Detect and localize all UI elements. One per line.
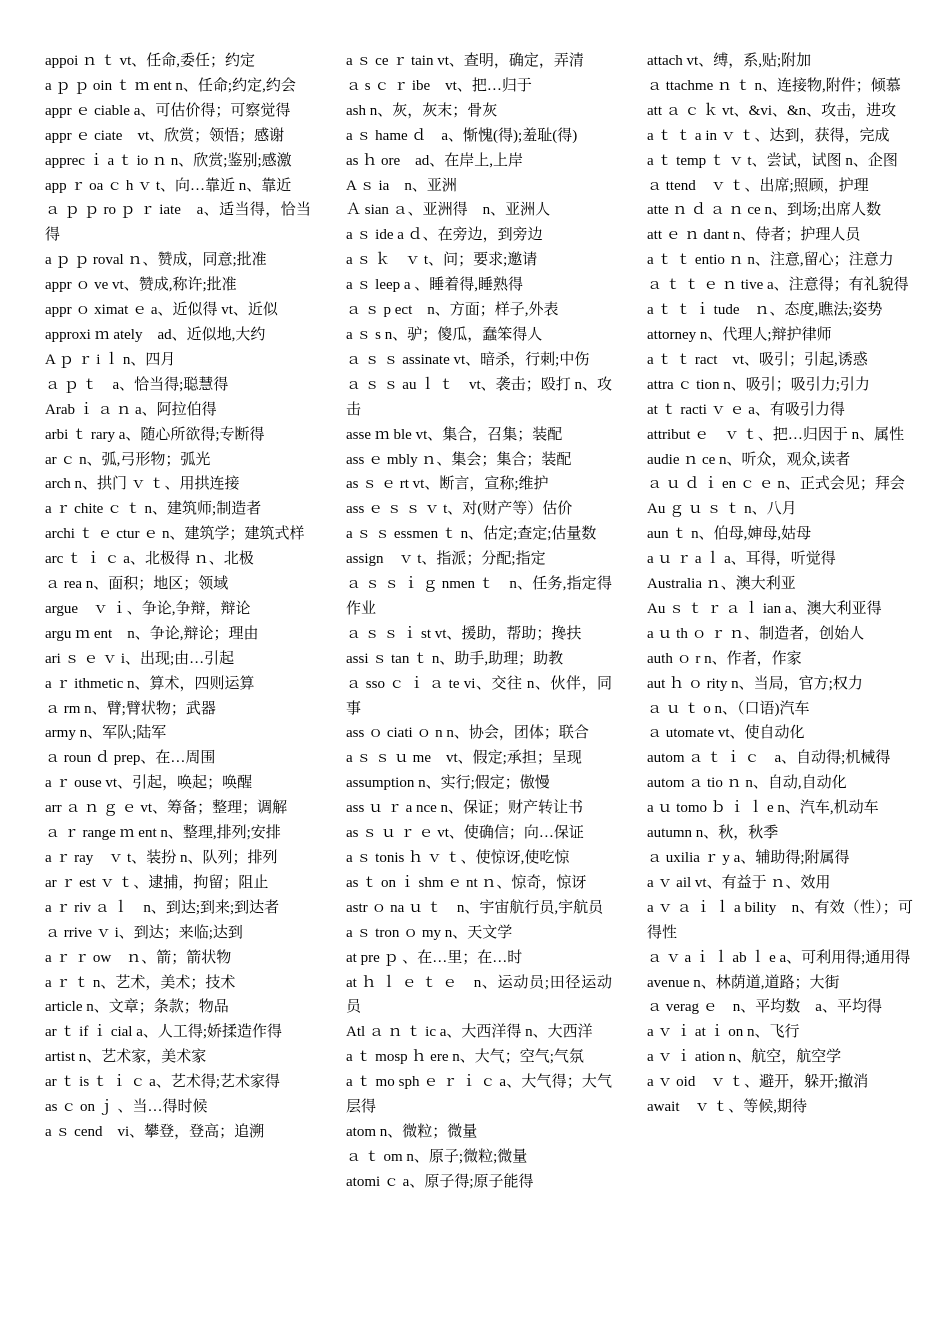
vocabulary-entry: a ｖ ｉ at ｉ on n、飞行 — [647, 1024, 800, 1041]
vocabulary-entry: ａ sso ｃ ｉ ａ te vi、交往 n、伙伴，同事 — [346, 675, 612, 717]
vocabulary-entry: A ｐ ｒ i ｌ n、四月 — [45, 351, 176, 368]
vocabulary-entry: ass ｅ mbly ｎ、集会；集合；装配 — [346, 451, 572, 468]
vocabulary-entry: ａ ｓ ｓ assinate vt、暗杀，行刺;中伤 — [346, 351, 590, 368]
vocabulary-entry: Ａ sian ａ、亚洲得 n、亚洲人 — [346, 202, 551, 219]
vocabulary-entry: ａ s ｃ ｒ ibe vt、把…归于 — [346, 77, 532, 94]
vocabulary-entry: a ｒ ithmetic n、算术，四则运算 — [45, 675, 255, 692]
vocabulary-entry: asse ｍ ble vt、集合，召集；装配 — [346, 426, 563, 443]
vocabulary-entry: ar ｔ is ｔ ｉ ｃ a、艺术得;艺术家得 — [45, 1074, 280, 1091]
vocabulary-entry: Au ｓ ｔ ｒ ａ ｌ ian a、澳大利亚得 — [647, 600, 882, 617]
vocabulary-entry: A ｓ ia n、亚洲 — [346, 177, 457, 194]
vocabulary-entry: ar ｔ if ｉ cial a、人工得;娇揉造作得 — [45, 1024, 283, 1041]
vocabulary-column-2 — [346, 49, 612, 1195]
vocabulary-entry: a ｕ tomo ｂ ｉ ｌ e n、汽车,机动车 — [647, 800, 879, 817]
vocabulary-entry: artist n、艺术家，美术家 — [45, 1049, 207, 1066]
vocabulary-entry: a ｖ ａ ｉ ｌ a bility n、有效（性）；可得性 — [647, 899, 913, 941]
vocabulary-entry: ａ ｐ ｐ ro ｐ ｒ iate a、适当得，恰当得 — [45, 202, 311, 244]
vocabulary-entry: ａ ｓ ｓ au ｌ ｔ vt、袭击；殴打 n、攻击 — [346, 376, 612, 418]
vocabulary-entry: ａ roun ｄ prep、在…周围 — [45, 750, 216, 767]
vocabulary-entry: army n、军队;陆军 — [45, 725, 167, 742]
vocabulary-entry: app ｒ oa ｃ h ｖ t、向…靠近 n、靠近 — [45, 177, 292, 194]
vocabulary-entry: a ｒ ouse vt、引起，唤起；唤醒 — [45, 775, 253, 792]
vocabulary-entry: a ｓ cend vi、攀登，登高；追溯 — [45, 1123, 265, 1140]
vocabulary-entry: attribut ｅ ｖ ｔ、把…归因于 n、属性 — [647, 426, 905, 443]
vocabulary-entry: ar ｃ n、弧,弓形物；弧光 — [45, 451, 211, 468]
vocabulary-entry: a ｒ ｒ ow ｎ、箭；箭状物 — [45, 949, 232, 966]
vocabulary-entry: ari ｓ ｅ ｖ i、出现;由…引起 — [45, 650, 235, 667]
vocabulary-entry: appoi ｎ ｔ vt、任命,委任；约定 — [45, 53, 255, 69]
vocabulary-entry: a ｖ ail vt、有益于 ｎ、效用 — [647, 874, 831, 891]
vocabulary-entry: a ｓ hame ｄ a、惭愧(得);羞耻(得) — [346, 127, 578, 144]
vocabulary-entry: arc ｔ ｉ ｃ a、北极得 ｎ、北极 — [45, 551, 254, 568]
vocabulary-entry: approxi ｍ ately ad、近似地,大约 — [45, 326, 266, 343]
vocabulary-entry: arbi ｔ rary a、随心所欲得;专断得 — [45, 426, 265, 443]
vocabulary-entry: a ｐ ｐ roval ｎ、赞成，同意;批准 — [45, 252, 267, 269]
vocabulary-entry: ａ rrive ｖ i、到达；来临;达到 — [45, 924, 243, 941]
vocabulary-entry: ａ ｕ ｄ ｉ en ｃ ｅ n、正式会见；拜会 — [647, 476, 905, 493]
vocabulary-entry: appr ｅ ciable a、可估价得；可察觉得 — [45, 102, 291, 119]
vocabulary-entry: a ｖ oid ｖ ｔ、避开，躲开;撤消 — [647, 1074, 869, 1091]
vocabulary-entry: attorney n、代理人;辩护律师 — [647, 326, 832, 343]
vocabulary-entry: a ｒ ｔ n、艺术，美术；技术 — [45, 974, 236, 991]
vocabulary-entry: apprec ｉ a ｔ io ｎ n、欣赏;鉴别;感激 — [45, 152, 292, 169]
vocabulary-entry: ａ ｕ ｔ o n、（口语)汽车 — [647, 700, 810, 717]
vocabulary-entry: ass ｏ ciati ｏ n n、协会，团体；联合 — [346, 725, 589, 742]
vocabulary-entry: a ｔ ｔ entio ｎ n、注意,留心；注意力 — [647, 252, 894, 269]
vocabulary-entry: Au ｇ ｕ ｓ ｔ n、八月 — [647, 501, 797, 518]
vocabulary-entry: att ｅ ｎ dant n、侍者；护理人员 — [647, 227, 861, 244]
vocabulary-entry: appr ｅ ciate vt、欣赏；领悟；感谢 — [45, 127, 285, 144]
vocabulary-entry: a ｖ ｉ ation n、航空，航空学 — [647, 1049, 842, 1066]
vocabulary-entry: ａ ｔ om n、原子;微粒;微量 — [346, 1148, 528, 1165]
vocabulary-entry: argu ｍ ent n、争论,辩论；理由 — [45, 625, 259, 642]
vocabulary-entry: assign ｖ t、指派；分配;指定 — [346, 551, 546, 568]
vocabulary-entry: as ｔ on ｉ shm ｅ nt ｎ、惊奇，惊讶 — [346, 874, 587, 891]
vocabulary-entry: auth ｏ r n、作者，作家 — [647, 650, 802, 667]
vocabulary-entry: audie ｎ ce n、听众，观众,读者 — [647, 451, 851, 468]
vocabulary-entry: arch n、拱门 ｖ ｔ、用拱连接 — [45, 476, 240, 493]
vocabulary-entry: ass ｕ ｒ a nce n、保证；财产转让书 — [346, 800, 584, 817]
vocabulary-entry: a ｔ mo sph ｅ ｒ ｉ ｃ a、大气得；大气层得 — [346, 1074, 612, 1116]
vocabulary-entry: a ｔ temp ｔ ｖ t、尝试，试图 n、企图 — [647, 152, 898, 169]
vocabulary-entry: a ｕ ｒ a ｌ a、耳得，听觉得 — [647, 551, 836, 568]
vocabulary-entry: ash n、灰，灰末；骨灰 — [346, 102, 498, 119]
vocabulary-entry: ａ ｔ ｔ ｅ ｎ tive a、注意得；有礼貌得 — [647, 277, 909, 294]
vocabulary-entry: a ｓ ｋ ｖ t、问；要求;邀请 — [346, 252, 538, 269]
vocabulary-entry: Atl ａ ｎ ｔ ic a、大西洋得 n、大西洋 — [346, 1024, 593, 1041]
vocabulary-entry: as ｃ on ｊ 、当…得时候 — [45, 1099, 208, 1116]
vocabulary-entry: as ｈ ore ad、在岸上,上岸 — [346, 152, 524, 169]
vocabulary-entry: at ｈ ｌ ｅ ｔ ｅ n、运动员;田径运动员 — [346, 974, 612, 1016]
vocabulary-entry: ａ ｓ p ect n、方面；样子,外表 — [346, 302, 559, 319]
vocabulary-entry: archi ｔ ｅ ctur ｅ n、建筑学；建筑式样 — [45, 526, 305, 543]
vocabulary-entry: a ｓ ce ｒ tain vt、查明，确定，弄清 — [346, 53, 584, 69]
vocabulary-entry: as ｓ ｅ rt vt、断言，宣称;维护 — [346, 476, 549, 493]
vocabulary-entry: a ｒ ray ｖ t、装扮 n、队列；排列 — [45, 850, 278, 866]
vocabulary-entry: Australia ｎ、澳大利亚 — [647, 576, 796, 593]
vocabulary-entry: a ｒ riv ａ ｌ n、到达;到来;到达者 — [45, 899, 280, 916]
vocabulary-entry: autom ａ ｔ ｉ ｃ a、自动得;机械得 — [647, 750, 891, 767]
vocabulary-column-3 — [647, 49, 913, 1195]
vocabulary-entry: a ｐ ｐ oin ｔ ｍ ent n、任命;约定,约会 — [45, 77, 296, 94]
vocabulary-entry: aut ｈ ｏ rity n、当局，官方;权力 — [647, 675, 863, 692]
vocabulary-entry: attra ｃ tion n、吸引；吸引力;引力 — [647, 376, 870, 393]
vocabulary-entry: a ｓ ｓ essmen ｔ n、估定;查定;估量数 — [346, 526, 597, 543]
vocabulary-entry: ａ ｖ a ｉ ｌ ab ｌ e a、可利用得;通用得 — [647, 949, 911, 966]
vocabulary-entry: avenue n、林荫道,道路；大街 — [647, 974, 840, 991]
vocabulary-entry: a ｔ ｔ ｉ tude ｎ、态度,瞧法;姿势 — [647, 302, 883, 319]
vocabulary-entry: atomi ｃ a、原子得;原子能得 — [346, 1173, 534, 1190]
vocabulary-entry: autumn n、秋，秋季 — [647, 825, 779, 842]
vocabulary-entry: ass ｅ ｓ ｓ ｖ t、对(财产等）估价 — [346, 501, 573, 518]
vocabulary-entry: ａ ｓ ｓ ｉ st vt、援助，帮助；搀扶 — [346, 625, 582, 642]
vocabulary-entry: a ｓ tonis ｈ ｖ ｔ、使惊讶,使吃惊 — [346, 850, 570, 866]
vocabulary-entry: as ｓ ｕ ｒ ｅ vt、使确信；向…保证 — [346, 825, 584, 842]
vocabulary-entry: a ｕ th ｏ ｒ ｎ、制造者，创始人 — [647, 625, 865, 642]
vocabulary-entry: attach vt、缚，系,贴;附加 — [647, 53, 812, 69]
vocabulary-entry: atom n、微粒；微量 — [346, 1123, 478, 1140]
vocabulary-entry: at ｔ racti ｖ ｅ a、有吸引力得 — [647, 401, 845, 418]
vocabulary-entry: appr ｏ ximat ｅ a、近似得 vt、近似 — [45, 302, 278, 319]
vocabulary-entry: assi ｓ tan ｔ n、助手,助理；助教 — [346, 650, 564, 667]
vocabulary-entry: a ｔ mosp ｈ ere n、大气；空气;气氛 — [346, 1049, 584, 1066]
vocabulary-entry: arr ａ ｎ ｇ ｅ vt、筹备；整理；调解 — [45, 800, 288, 817]
vocabulary-entry: ａ ｓ ｓ ｉ ｇ nmen ｔ n、任务,指定得作业 — [346, 576, 612, 617]
vocabulary-entry: a ｓ tron ｏ my n、天文学 — [346, 924, 513, 941]
vocabulary-entry: autom ａ tio ｎ n、自动,自动化 — [647, 775, 847, 792]
vocabulary-entry: appr ｏ ve vt、赞成,称许;批准 — [45, 277, 237, 294]
vocabulary-entry: ａ uxilia ｒ y a、辅助得;附属得 — [647, 850, 850, 866]
vocabulary-entry: a ｓ ｓ ｕ me vt、假定;承担；呈现 — [346, 750, 582, 767]
vocabulary-entry: a ｓ ide a ｄ、在旁边，到旁边 — [346, 227, 543, 244]
vocabulary-entry: assumption n、实行;假定；傲慢 — [346, 775, 550, 792]
vocabulary-entry: ａ ttend ｖ ｔ、出席;照顾，护理 — [647, 177, 869, 194]
vocabulary-page — [45, 49, 913, 1195]
vocabulary-entry: ａ ｒ range ｍ ent n、整理,排列;安排 — [45, 825, 281, 842]
vocabulary-entry: a ｒ chite ｃ ｔ n、建筑师;制造者 — [45, 501, 262, 518]
vocabulary-entry: ａ rea n、面积；地区；领域 — [45, 576, 229, 593]
vocabulary-entry: ａ utomate vt、使自动化 — [647, 725, 805, 742]
vocabulary-entry: astr ｏ na ｕ ｔ n、宇宙航行员,宇航员 — [346, 899, 604, 916]
vocabulary-entry: a ｔ ｔ ract vt、吸引；引起,诱惑 — [647, 351, 868, 368]
vocabulary-entry: aun ｔ n、伯母,婶母,姑母 — [647, 526, 812, 543]
vocabulary-entry: at pre ｐ 、在…里；在…时 — [346, 949, 523, 966]
vocabulary-entry: article n、文章；条款；物品 — [45, 999, 229, 1016]
vocabulary-entry: Arab ｉ ａ ｎ a、阿拉伯得 — [45, 401, 217, 418]
vocabulary-entry: att ａ ｃ ｋ vt、&vi、&n、攻击，进攻 — [647, 102, 897, 119]
vocabulary-entry: argue ｖ ｉ、争论,争辩，辩论 — [45, 600, 251, 617]
vocabulary-entry: ａ ttachme ｎ ｔ n、连接物,附件；倾慕 — [647, 77, 901, 94]
vocabulary-column-1 — [45, 49, 311, 1195]
vocabulary-entry: a ｓ s n、驴；傻瓜，蠢笨得人 — [346, 326, 543, 343]
vocabulary-entry: atte ｎ ｄ ａ ｎ ce n、到场;出席人数 — [647, 202, 882, 219]
vocabulary-entry: a ｓ leep a 、睡着得,睡熟得 — [346, 277, 524, 294]
vocabulary-entry: a ｔ ｔ a in ｖ ｔ、达到，获得，完成 — [647, 127, 890, 144]
vocabulary-entry: ａ verag ｅ n、平均数 a、平均得 — [647, 999, 882, 1016]
vocabulary-entry: await ｖ ｔ、等候,期待 — [647, 1099, 807, 1116]
vocabulary-entry: ａ ｐ ｔ a、恰当得;聪慧得 — [45, 376, 229, 393]
vocabulary-entry: ar ｒ est ｖ ｔ、逮捕，拘留；阻止 — [45, 874, 269, 891]
vocabulary-entry: ａ rm n、臂;臂状物；武器 — [45, 700, 216, 717]
